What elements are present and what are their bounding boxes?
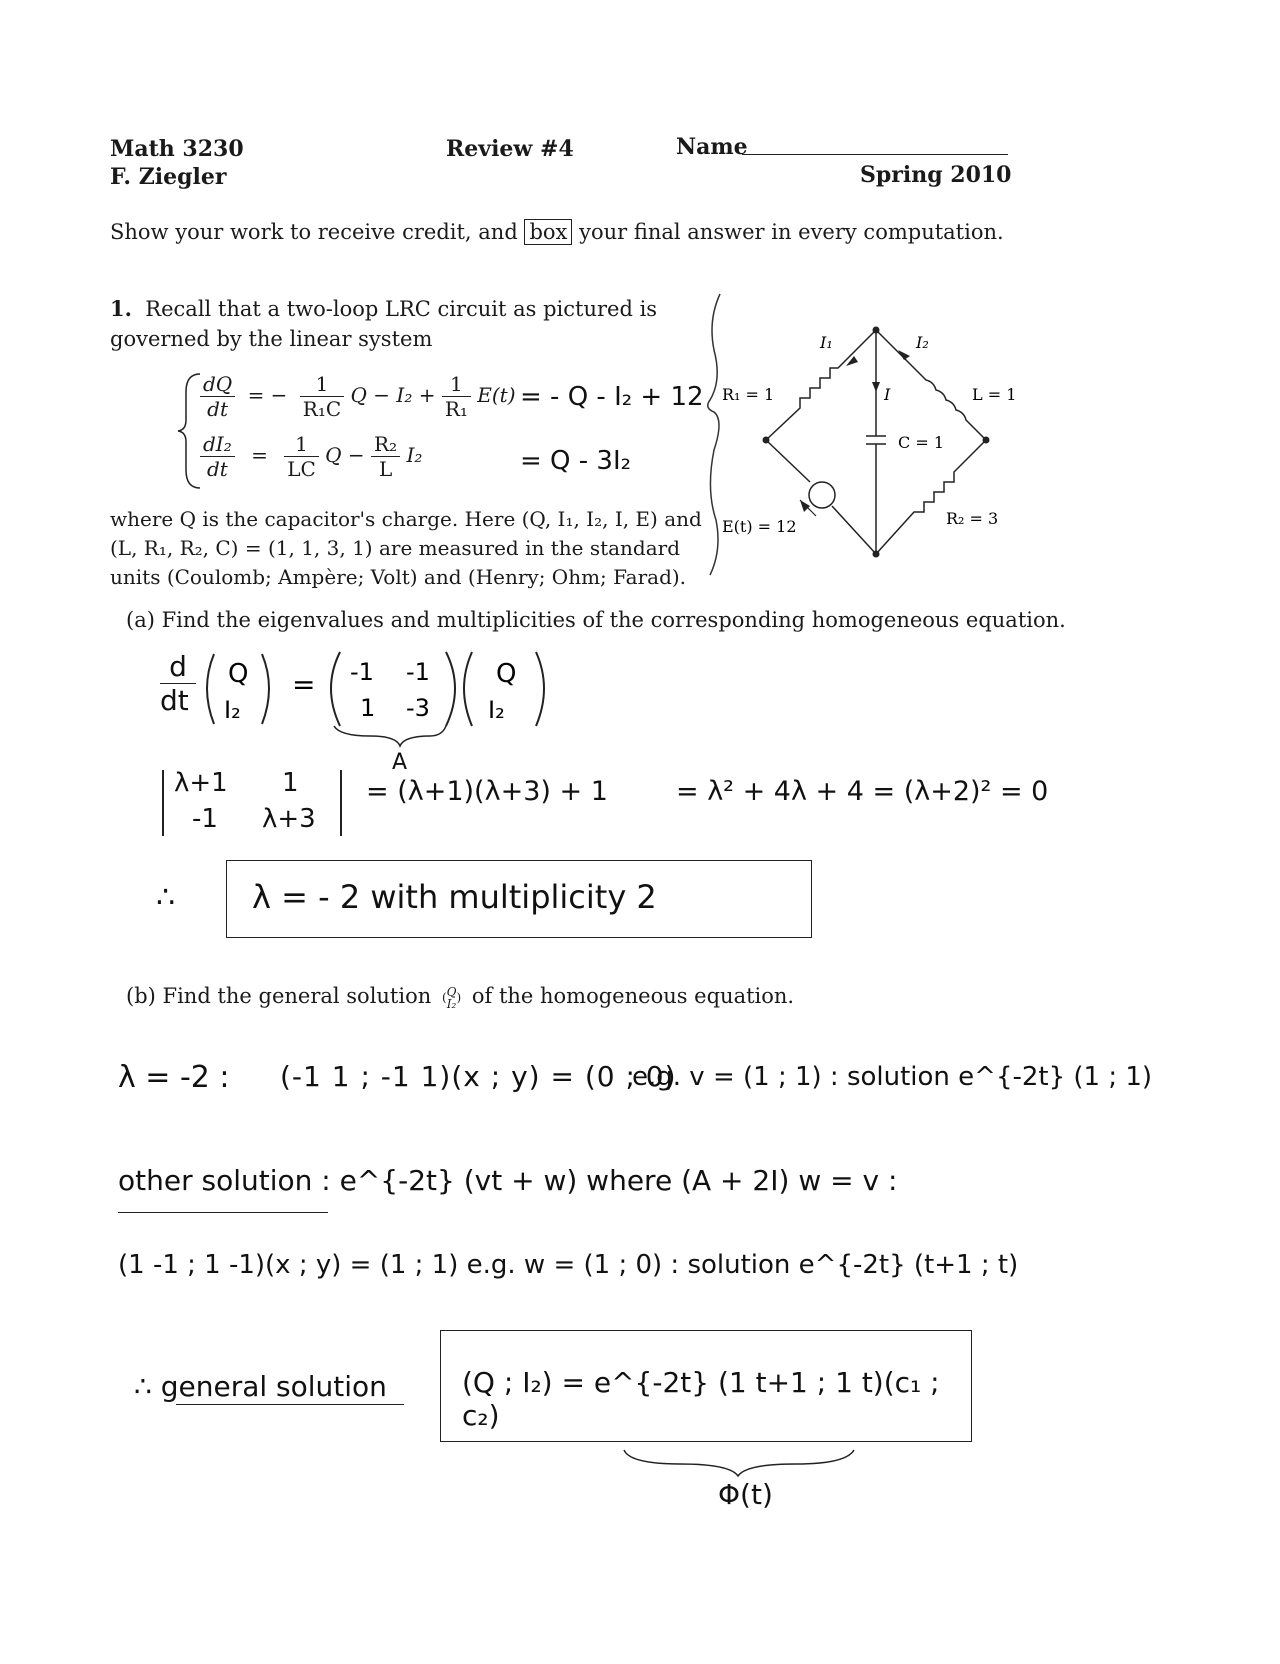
- eq1-rhs2: E(t): [477, 383, 516, 407]
- voltage-source: [809, 482, 835, 508]
- equation-2: $\frac{\text{dI₂}}{dt}$ = $\frac{1}{LC}$ Q − $\frac{\text{R₂}}{L}$ I₂: [200, 432, 422, 481]
- edge-inductor: [876, 330, 986, 440]
- review-title: Review #4: [446, 136, 574, 162]
- ddt-operator: d dt: [160, 650, 196, 717]
- course-title: Math 3230: [110, 136, 244, 162]
- work-b-general: ∴ general solution: [134, 1370, 387, 1403]
- underbrace-a: [330, 722, 450, 758]
- vec-i2: I₂: [224, 696, 241, 724]
- label-i: I: [884, 385, 891, 404]
- eq2-frac2: $\frac{\text{R₂}}{L}$: [371, 432, 400, 481]
- label-c: C = 1: [898, 433, 944, 452]
- m22: -3: [406, 694, 430, 722]
- m21: 1: [360, 694, 376, 722]
- label-i1: I₁: [820, 333, 833, 352]
- char-poly-2: = λ² + 4λ + 4 = (λ+2)² = 0: [676, 776, 1049, 807]
- eq2-lhs: $\frac{\text{dI₂}}{dt}$: [200, 432, 235, 481]
- underline-general: [176, 1404, 404, 1405]
- svg-text:Q: Q: [496, 659, 517, 689]
- eq1-frac2: $\frac{1}{\text{R₁}}$: [442, 372, 471, 421]
- label-r2: R₂ = 3: [946, 509, 999, 528]
- instructions-before: Show your work to receive credit, and: [110, 220, 518, 244]
- eq1-rhs: Q − I₂ +: [350, 383, 436, 407]
- det-bar-right: [340, 770, 342, 836]
- matrix-equation-a: [200, 650, 600, 730]
- det11: λ+1: [174, 768, 228, 798]
- eq1-lhs: $\frac{dQ}{dt}$: [200, 372, 235, 421]
- underbrace-phi: [620, 1446, 860, 1482]
- det-bar-left: [162, 770, 164, 836]
- part-b-label-start: (b) Find the general solution: [126, 984, 432, 1008]
- svg-text:=: =: [292, 668, 316, 701]
- instructions-after: your final answer in every computation.: [579, 220, 1004, 244]
- work-b-line3: (1 -1 ; 1 -1)(x ; y) = (1 ; 1) e.g. w = (1 ; 0) : solution e^{-2t} (t+1 ; t): [118, 1250, 1019, 1280]
- det21: -1: [192, 804, 218, 834]
- part-b-vector: ( Q I₂ ): [441, 984, 462, 1011]
- work-b-line1-label: λ = -2 :: [118, 1060, 230, 1095]
- name-label: Name: [676, 134, 748, 160]
- eq1-frac1: $\frac{1}{\text{R₁C}}$: [300, 372, 344, 421]
- eq2-handwritten: = Q - 3I₂: [520, 446, 632, 476]
- det12: 1: [282, 768, 299, 798]
- work-b-line1-matrix: (-1 1 ; -1 1)(x ; y) = (0 ; 0): [280, 1060, 677, 1093]
- label-l: L = 1: [972, 385, 1017, 404]
- instructions-box-word: box: [524, 219, 572, 245]
- term: Spring 2010: [860, 162, 1012, 188]
- work-b-line2: other solution : e^{-2t} (vt + w) where (A + 2I) w = v :: [118, 1164, 898, 1197]
- m12: -1: [406, 658, 430, 686]
- part-a-prompt: (a) Find the eigenvalues and multiplicities of the corresponding homogeneous equation.: [126, 608, 1066, 632]
- problem-intro-text: Recall that a two-loop LRC circuit as pictured is governed by the linear system: [110, 297, 658, 351]
- answer-a: λ = - 2 with multiplicity 2: [252, 878, 657, 916]
- char-poly-1: = (λ+1)(λ+3) + 1: [366, 776, 608, 807]
- problem-number: 1.: [110, 296, 132, 321]
- circuit-diagram: [720, 320, 1040, 570]
- underline-other-solution: [118, 1212, 328, 1213]
- instructions: [110, 220, 1004, 244]
- label-a: A: [392, 750, 408, 775]
- eq2-frac1: $\frac{1}{LC}$: [284, 432, 319, 481]
- where-text: where Q is the capacitor's charge. Here (Q, I₁, I₂, I, E) and (L, R₁, R₂, C) = (1, 1, 3, 1) are measured in the standard units (Coulomb; Ampère; Volt) and (Henry; Ohm; Farad).: [110, 507, 702, 589]
- answer-b: (Q ; I₂) = e^{-2t} (1 t+1 ; 1 t)(c₁ ; c₂): [462, 1366, 940, 1432]
- part-b-prompt: [126, 984, 794, 1010]
- therefore-a: ∴: [156, 880, 176, 915]
- problem-intro: [110, 294, 700, 354]
- label-i2: I₂: [916, 333, 929, 352]
- equation-1: $\frac{dQ}{dt}$ = − $\frac{1}{\text{R₁C}}$ Q − I₂ + $\frac{1}{\text{R₁}}$ E(t): [200, 372, 516, 421]
- phi-label: Φ(t): [718, 1478, 773, 1511]
- svg-text:I₂: I₂: [488, 696, 505, 724]
- arrow-i2: [898, 350, 910, 360]
- instructor-name: F. Ziegler: [110, 164, 227, 190]
- label-r1: R₁ = 1: [722, 385, 775, 404]
- m11: -1: [350, 658, 374, 686]
- part-b-label-end: of the homogeneous equation.: [471, 984, 795, 1008]
- work-b-line1-eg: e.g. v = (1 ; 1) : solution e^{-2t} (1 ; 1): [632, 1062, 1153, 1092]
- label-e: E(t) = 12: [722, 517, 797, 536]
- name-line[interactable]: [742, 154, 1008, 155]
- eq1-handwritten: = - Q - I₂ + 12: [520, 382, 704, 412]
- det22: λ+3: [262, 804, 316, 834]
- edge-r2: [876, 440, 986, 554]
- arrow-i: [872, 382, 880, 392]
- vec-q: Q: [228, 659, 249, 689]
